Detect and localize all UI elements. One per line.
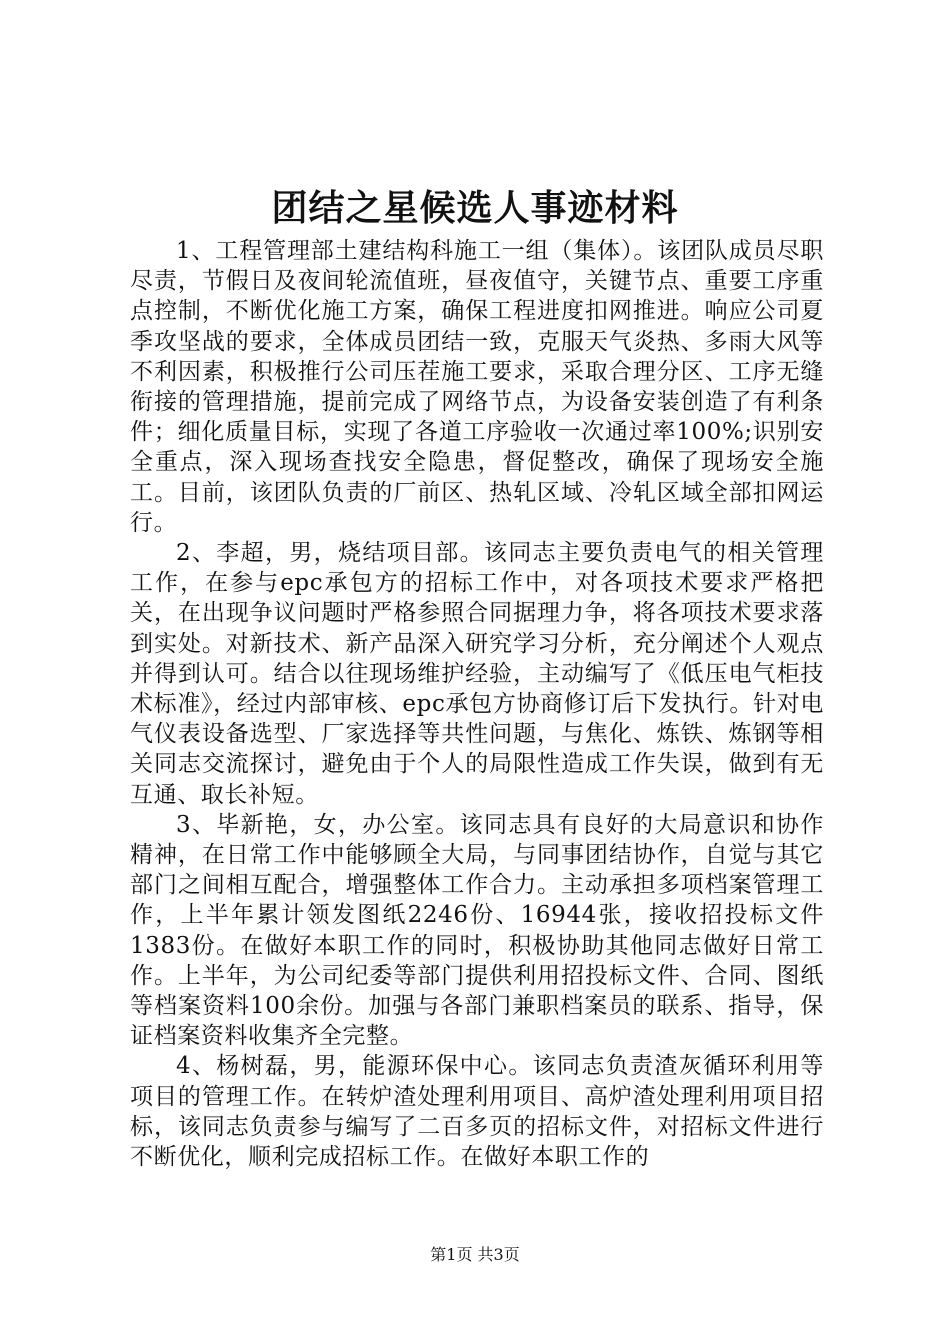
page-footer: 第1页 共3页 <box>430 1245 520 1264</box>
paragraph-1: 1、工程管理部土建结构科施工一组（集体）。该团队成员尽职尽责，节假日及夜间轮流值班，昼夜值守，关键节点、重要工序重点控制，不断优化施工方案，确保工程进度扣网推进。响应公司夏季攻坚战的要求，全体成员团结一致，克服天气炎热、多雨大风等不利因素，积极推行公司压茬施工要求，采取合理分区、工序无缝衔接的管理措施，提前完成了网络节点，为设备安装创造了有利条件；细化质量目标，实现了各道工序验收一次通过率100%;识别安全重点，深入现场查找安全隐患，督促整改，确保了现场安全施工。目前，该团队负责的厂前区、热轧区域、冷轧区域全部扣网运行。 <box>130 238 824 536</box>
paragraph-3: 3、毕新艳，女，办公室。该同志具有良好的大局意识和协作精神，在日常工作中能够顾全大局，与同事团结协作，自觉与其它部门之间相互配合，增强整体工作合力。主动承担多项档案管理工作，上半年累计领发图纸2246份、16944张，接收招投标文件1383份。在做好本职工作的同时，积极协助其他同志做好日常工作。上半年，为公司纪委等部门提供利用招投标文件、合同、图纸等档案资料100余份。加强与各部门兼职档案员的联系、指导，保证档案资料收集齐全完整。 <box>130 811 824 1050</box>
paragraph-4: 4、杨树磊，男，能源环保中心。该同志负责渣灰循环利用等项目的管理工作。在转炉渣处理利用项目、高炉渣处理利用项目招标，该同志负责参与编写了二百多页的招标文件，对招标文件进行不断优化，顺利完成招标工作。在做好本职工作的 <box>130 1053 824 1171</box>
document-body <box>130 236 824 1172</box>
document-title: 团结之星候选人事迹材料 <box>271 187 679 229</box>
paragraph-2: 2、李超，男，烧结项目部。该同志主要负责电气的相关管理工作，在参与epc承包方的招标工作中，对各项技术要求严格把关，在出现争议问题时严格参照合同据理力争，将各项技术要求落到实处。对新技术、新产品深入研究学习分析，充分阐述个人观点并得到认可。结合以往现场维护经验，主动编写了《低压电气柜技术标准》，经过内部审核、epc承包方协商修订后下发执行。针对电气仪表设备选型、厂家选择等共性问题，与焦化、炼铁、炼钢等相关同志交流探讨，避免由于个人的局限性造成工作失误，做到有无互通、取长补短。 <box>130 540 824 808</box>
